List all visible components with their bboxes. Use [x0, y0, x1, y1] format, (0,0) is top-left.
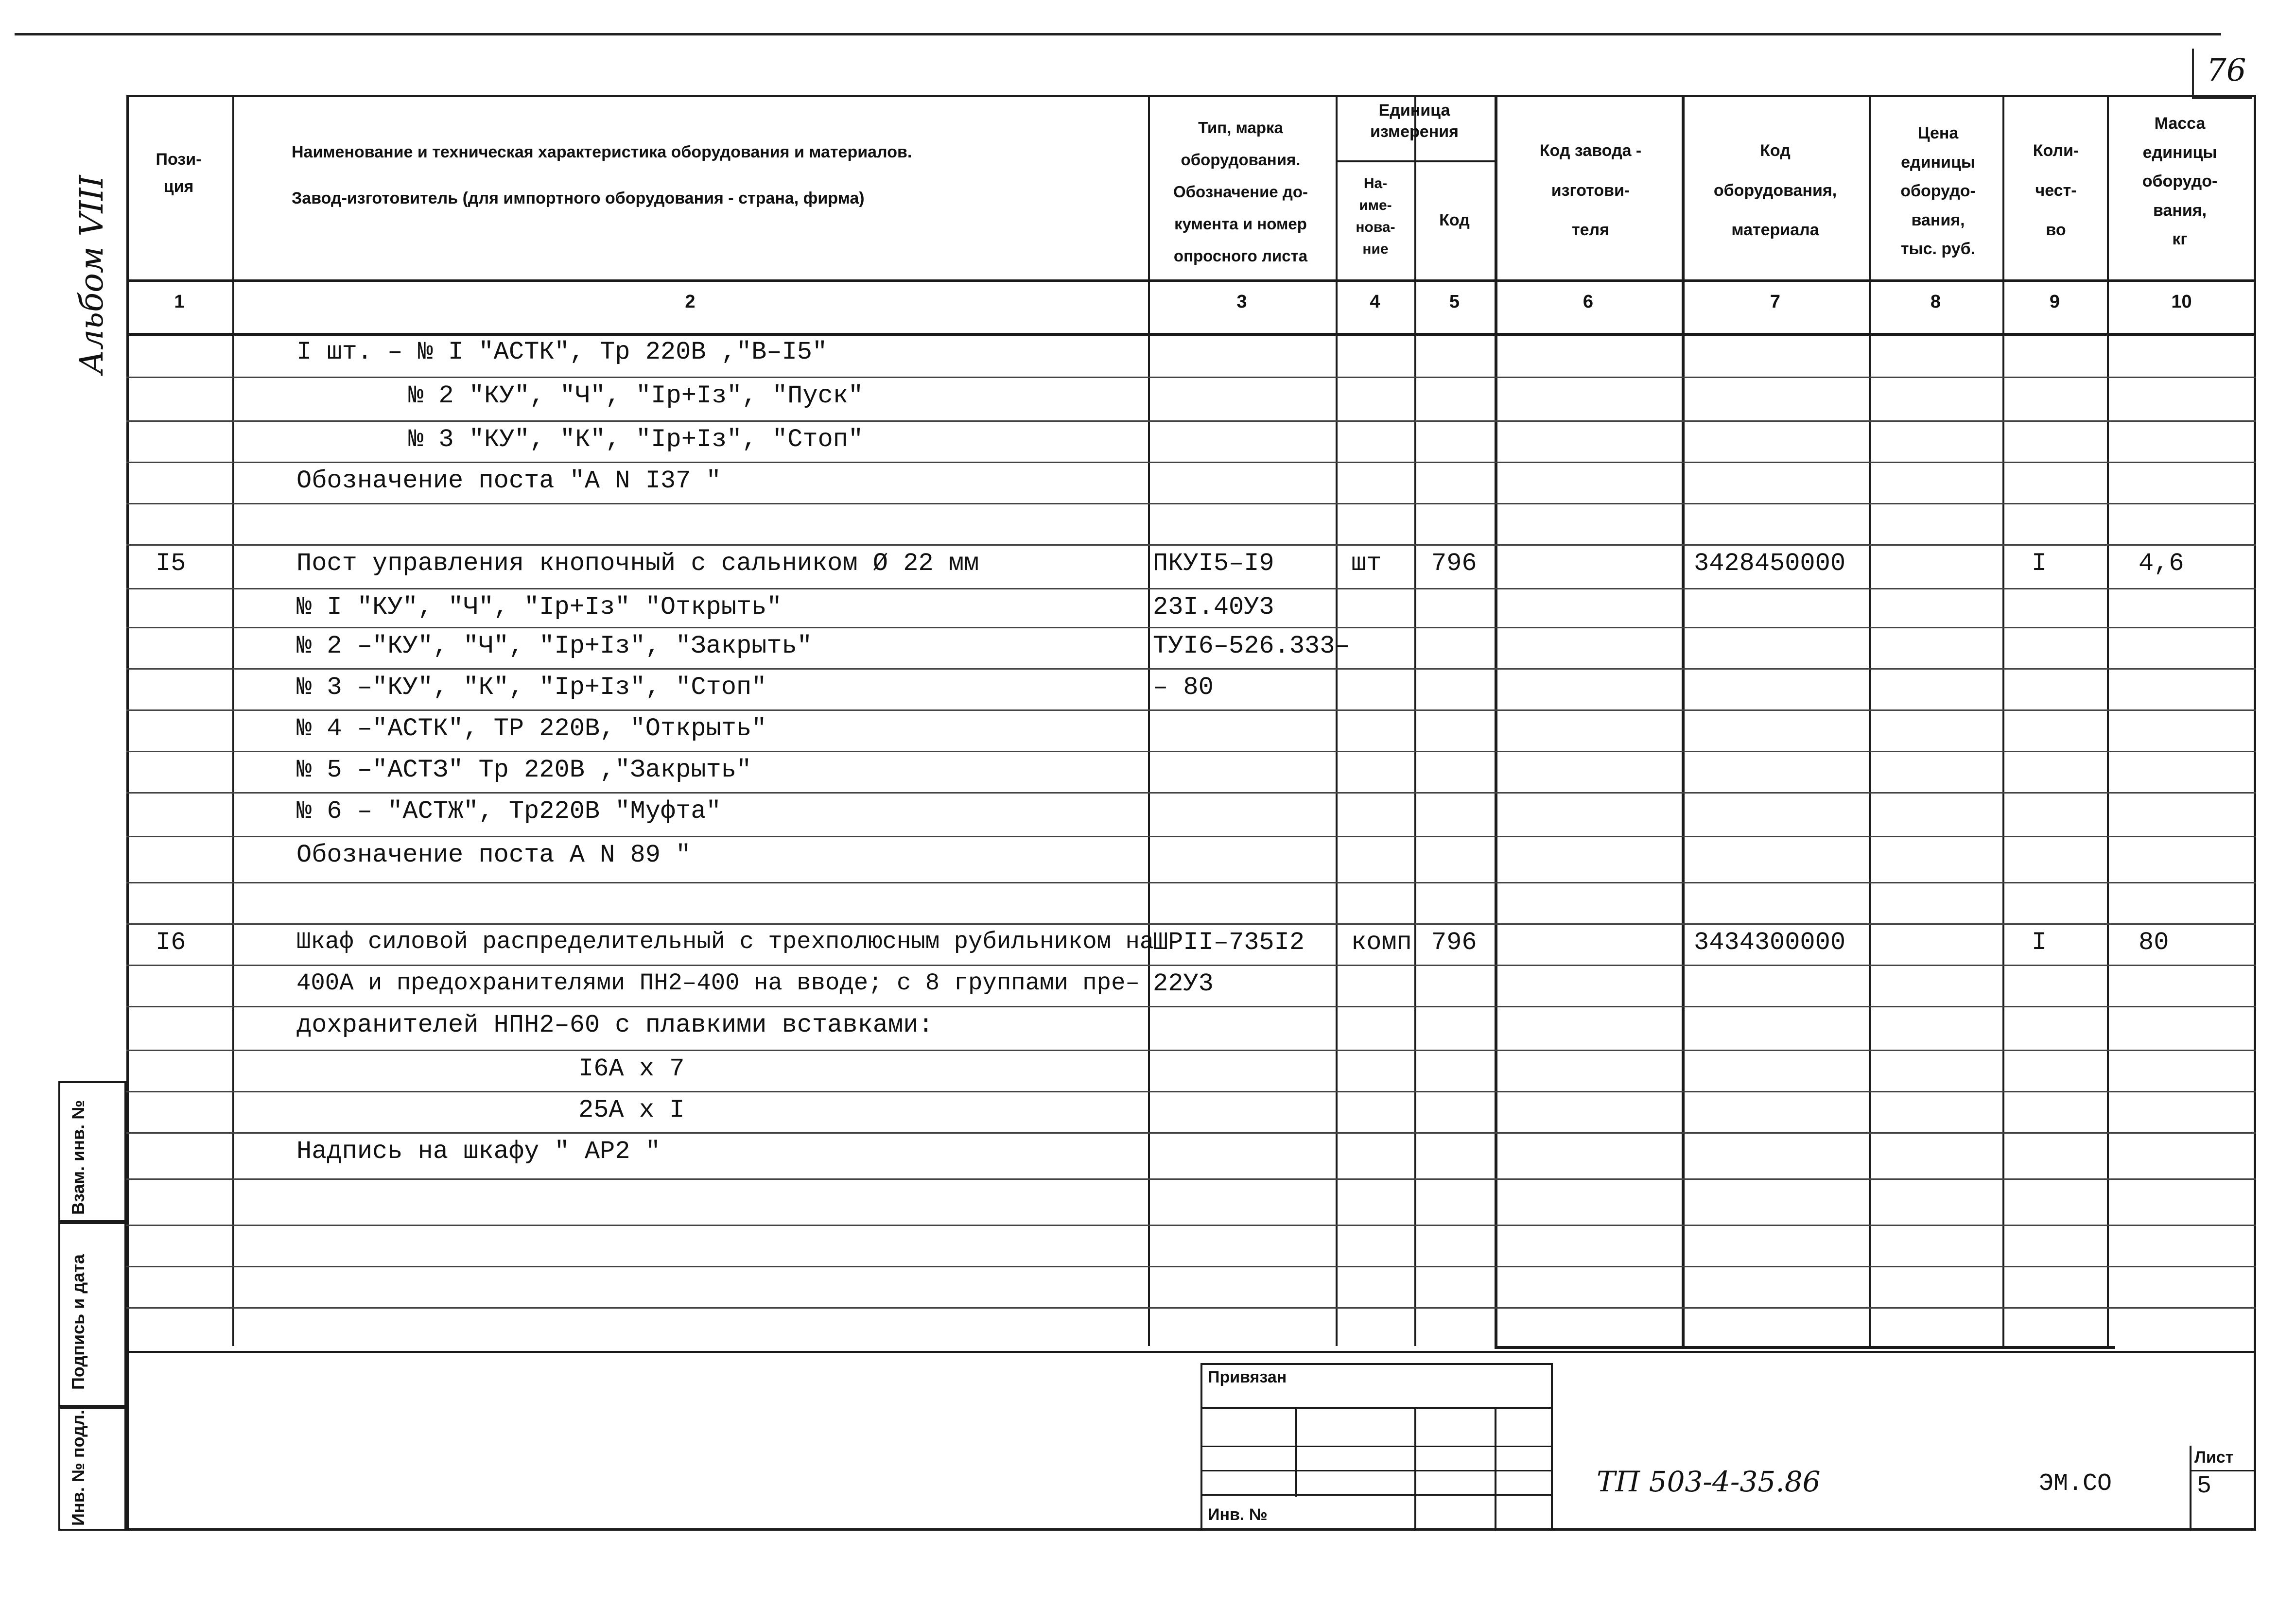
row-divider: [126, 462, 2256, 463]
header-equipment-code: Код оборудования, материала: [1713, 141, 1837, 240]
stamp-grid-line: [1200, 1528, 2256, 1530]
stamp-grid-line: [1200, 1407, 1553, 1409]
column-number: 5: [1449, 292, 1460, 312]
list-box-divider: [2190, 1470, 2256, 1471]
row-divider: [126, 668, 2256, 670]
column-number: 4: [1370, 292, 1380, 312]
column-number: 7: [1770, 292, 1781, 312]
cell-name: № 3 –"КУ", "К", "Iр+Iз", "Стоп": [296, 673, 767, 702]
cell-equipment-code: 3434300000: [1694, 928, 1846, 957]
header-unit-name: На- име- нова- ние: [1356, 175, 1395, 257]
cell-name: Обозначение поста "А N I37 ": [296, 467, 721, 495]
cell-name: дохранителей НПН2–60 с плавкими вставками:: [296, 1011, 934, 1039]
column-number: 6: [1583, 292, 1594, 312]
header-unit-code: Код: [1439, 211, 1470, 229]
row-divider: [126, 1006, 2256, 1007]
cell-name: Обозначение поста А N 89 ": [296, 841, 691, 869]
cell-name: 25А х I: [578, 1096, 685, 1124]
row-divider: [126, 588, 2256, 589]
cell-name: Шкаф силовой распределительный с трехполюсным рубильником на: [296, 928, 1154, 955]
row-divider: [126, 751, 2256, 752]
column-divider: [232, 95, 234, 1346]
row-divider: [126, 965, 2256, 966]
header-unit-group: Единица измерения: [1370, 101, 1459, 141]
cell-type: 22У3: [1153, 969, 1214, 998]
row-divider: [126, 709, 2256, 711]
column-number: 2: [685, 292, 696, 312]
cell-type: – 80: [1153, 673, 1214, 702]
row-divider: [126, 544, 2256, 546]
cell-quantity: I: [2032, 928, 2047, 957]
cell-mass: 4,6: [2139, 549, 2184, 578]
cell-name: I шт. – № I "АСТК", Тр 220В ,"В–I5": [296, 338, 828, 366]
title-block-top-line: [126, 1351, 2256, 1353]
column-divider: [1336, 95, 1338, 1346]
column-divider: [1148, 95, 1150, 1346]
cell-name: Надпись на шкафу " АР2 ": [296, 1137, 661, 1166]
header-mass: Масса единицы оборудо- вания, кг: [2142, 114, 2218, 248]
row-divider: [126, 1307, 2256, 1309]
row-divider: [126, 377, 2256, 378]
row-divider: [126, 1091, 2256, 1092]
header-type: Тип, марка оборудования. Обозначение до- кумента и номер опросного листа: [1173, 119, 1308, 265]
side-stamp-zam-inv-label: Взам. инв. №: [68, 1100, 88, 1215]
column-number-bottom-line: [126, 333, 2256, 336]
header-name-line2: Завод-изготовитель (для импортного оборудования - страна, фирма): [292, 189, 865, 207]
column-divider: [2107, 95, 2109, 1346]
row-divider: [126, 420, 2256, 422]
stamp-grid-line: [1495, 1407, 1496, 1531]
row-divider: [126, 1132, 2256, 1134]
column-number: 3: [1236, 292, 1247, 312]
cell-name: 400А и предохранителями ПН2–400 на вводе; с 8 группами пре–: [296, 969, 1140, 997]
cell-equipment-code: 3428450000: [1694, 549, 1846, 578]
sheet-number: 76: [2207, 52, 2246, 88]
row-divider: [126, 836, 2256, 837]
cell-unit-name: шт: [1351, 549, 1382, 578]
column-divider: [1869, 95, 1871, 1346]
row-divider: [126, 503, 2256, 504]
cell-name: № 2 –"КУ", "Ч", "Iр+Iз", "Закрыть": [296, 632, 812, 660]
cell-unit-code: 796: [1431, 928, 1477, 957]
cell-name: I6А х 7: [578, 1054, 685, 1083]
cell-name: № 3 "КУ", "К", "Iр+Iз", "Стоп": [408, 425, 864, 454]
column-divider: [2002, 95, 2004, 1346]
cell-mass: 80: [2139, 928, 2169, 957]
list-number: 5: [2197, 1472, 2212, 1500]
cell-name: № 6 – "АСТЖ", Тр220В "Муфта": [296, 797, 721, 826]
cell-type: ПКУI5–I9: [1153, 549, 1274, 578]
cell-name: № 4 –"АСТК", ТР 220В, "Открыть": [296, 714, 767, 743]
table-bottom-line: [1495, 1346, 2115, 1349]
column-number: 8: [1930, 292, 1941, 312]
privyazan-label: Привязан: [1208, 1368, 1287, 1386]
cell-name: № 5 –"АСТЗ" Тр 220В ,"Закрыть": [296, 756, 752, 784]
header-position: Пози- ция: [156, 150, 202, 196]
stamp-grid-line: [1200, 1494, 1553, 1496]
column-divider: [1682, 95, 1685, 1346]
document-code: ТП 503-4-35.86: [1597, 1465, 1821, 1498]
row-divider: [126, 627, 2256, 628]
stamp-grid-line: [1414, 1407, 1416, 1531]
stamp-grid-line: [1200, 1470, 1553, 1471]
side-stamp-inv-podl-label: Инв. № подл.: [68, 1410, 88, 1526]
cell-type: 23I.40У3: [1153, 593, 1274, 622]
inv-no-label: Инв. №: [1208, 1505, 1268, 1524]
header-name-line1: Наименование и техническая характеристика оборудования и материалов.: [292, 143, 912, 161]
column-number: 1: [174, 292, 185, 312]
header-quantity: Коли- чест- во: [2033, 141, 2079, 240]
top-border-line: [15, 33, 2221, 35]
album-label: Альбом VIII: [73, 175, 110, 374]
row-divider: [126, 882, 2256, 883]
header-bottom-line: [126, 279, 2256, 282]
cell-name: № I "КУ", "Ч", "Iр+Iз" "Открыть": [296, 593, 782, 622]
document-section: ЭМ.СО: [2039, 1470, 2112, 1498]
cell-position: I5: [156, 549, 186, 578]
row-divider: [126, 1225, 2256, 1226]
cell-unit-code: 796: [1431, 549, 1477, 578]
cell-quantity: I: [2032, 549, 2047, 578]
side-stamp-podpis-label: Подпись и дата: [68, 1254, 88, 1390]
cell-type: ТУI6–526.333–: [1153, 632, 1350, 660]
list-label: Лист: [2194, 1448, 2234, 1467]
header-manufacturer-code: Код завода - изготови- теля: [1539, 141, 1642, 240]
row-divider: [126, 923, 2256, 925]
cell-name: № 2 "КУ", "Ч", "Iр+Iз", "Пуск": [408, 381, 864, 410]
row-divider: [126, 792, 2256, 794]
header-price: Цена единицы оборудо- вания, тыс. руб.: [1900, 124, 1976, 258]
row-divider: [126, 1266, 2256, 1267]
row-divider: [126, 1178, 2256, 1180]
column-number: 9: [2049, 292, 2060, 312]
cell-position: I6: [156, 928, 186, 957]
unit-header-divider: [1336, 160, 1495, 162]
cell-name: Пост управления кнопочный с сальником Ø 22 мм: [296, 549, 979, 578]
stamp-grid-line: [1200, 1446, 1553, 1447]
column-divider: [1495, 95, 1497, 1346]
row-divider: [126, 1050, 2256, 1051]
cell-type: ШРII–735I2: [1153, 928, 1305, 957]
stamp-grid-line: [1295, 1407, 1297, 1497]
cell-unit-name: комп: [1351, 928, 1412, 957]
column-divider: [1414, 95, 1416, 1346]
column-number: 10: [2171, 292, 2192, 312]
